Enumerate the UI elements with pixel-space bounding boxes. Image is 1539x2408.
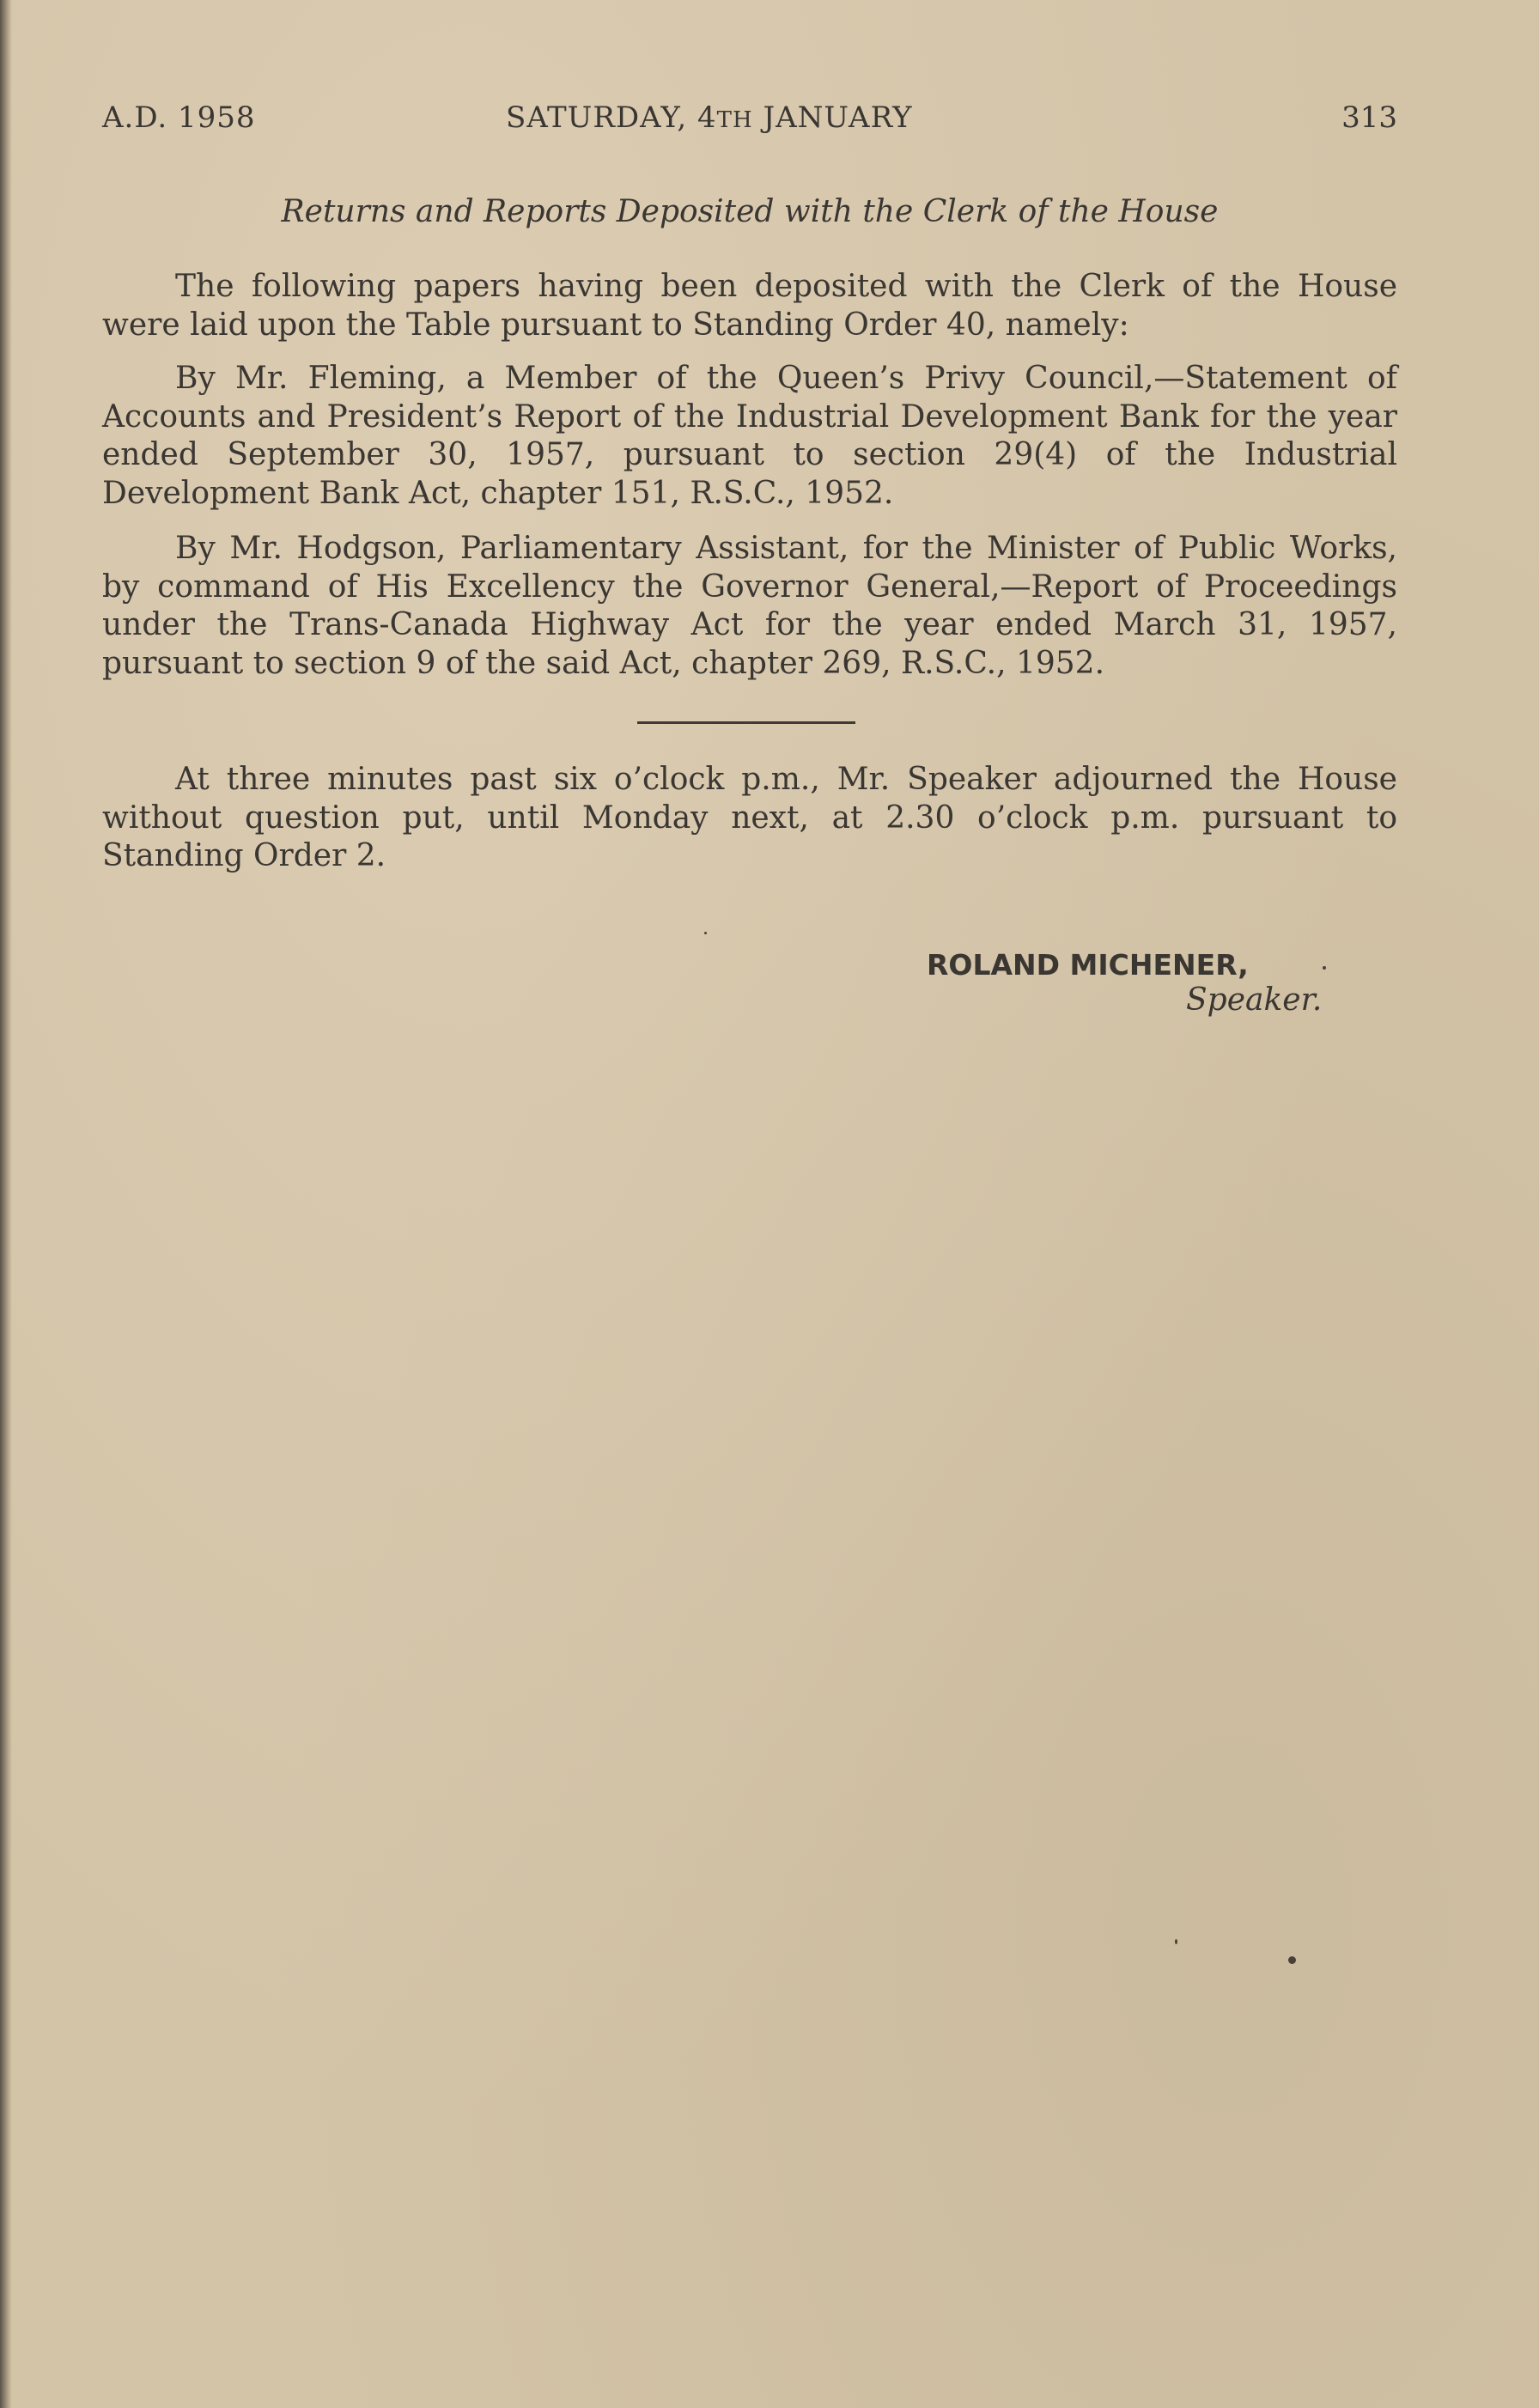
paragraph-adjournment [102, 761, 1397, 876]
header-date-suffix: JANUARY [752, 100, 913, 135]
header-date-prefix: SATURDAY, 4 [506, 100, 717, 135]
paragraph-text: The following papers having been deposited with the Clerk of the House were laid upon the Table pursuant to Standing Order 40, namely: [102, 269, 1397, 343]
section-divider [637, 721, 855, 724]
header-year: A.D. 1958 [102, 100, 256, 135]
page-number: 313 [1341, 100, 1397, 135]
paragraph-text: By Mr. Fleming, a Member of the Queen’s Privy Council,—Statement of Accounts and President’s Report of the Industrial Development Bank for the year ended September 30, 1957, pursuant to section 29(4) of the Industrial Development Bank Act, chapter 151, R.S.C., 1952. [102, 361, 1397, 511]
paragraph-text: At three minutes past six o’clock p.m., Mr. Speaker adjourned the House without question put, until Monday next, at 2.30 o’clock p.m. pursuant to Standing Order 2. [102, 762, 1397, 873]
signature-name: ROLAND MICHENER, [927, 948, 1249, 982]
page-binding-edge [0, 0, 12, 2408]
paragraph-fleming [102, 360, 1397, 513]
paper-speck [1175, 1939, 1177, 1944]
signature-title: Speaker. [1186, 982, 1323, 1018]
running-header [102, 96, 1397, 139]
paragraph-intro [102, 268, 1397, 344]
paper-speck [1323, 966, 1326, 970]
header-date [506, 96, 913, 142]
section-heading: Returns and Reports Deposited with the Clerk of the House [281, 194, 1219, 229]
header-date-ordinal: TH [716, 107, 753, 133]
paper-speck [704, 932, 707, 934]
paragraph-text: By Mr. Hodgson, Parliamentary Assistant, for the Minister of Public Works, by command of His Excellency the Governor General,—Report of Proceedings under the Trans-Canada Highway Act for the year ended March 31, 1957, pursuant to section 9 of the said Act, chapter 269, R.S.C., 1952. [102, 531, 1397, 681]
paper-speck [1288, 1956, 1296, 1964]
paragraph-hodgson [102, 530, 1397, 683]
